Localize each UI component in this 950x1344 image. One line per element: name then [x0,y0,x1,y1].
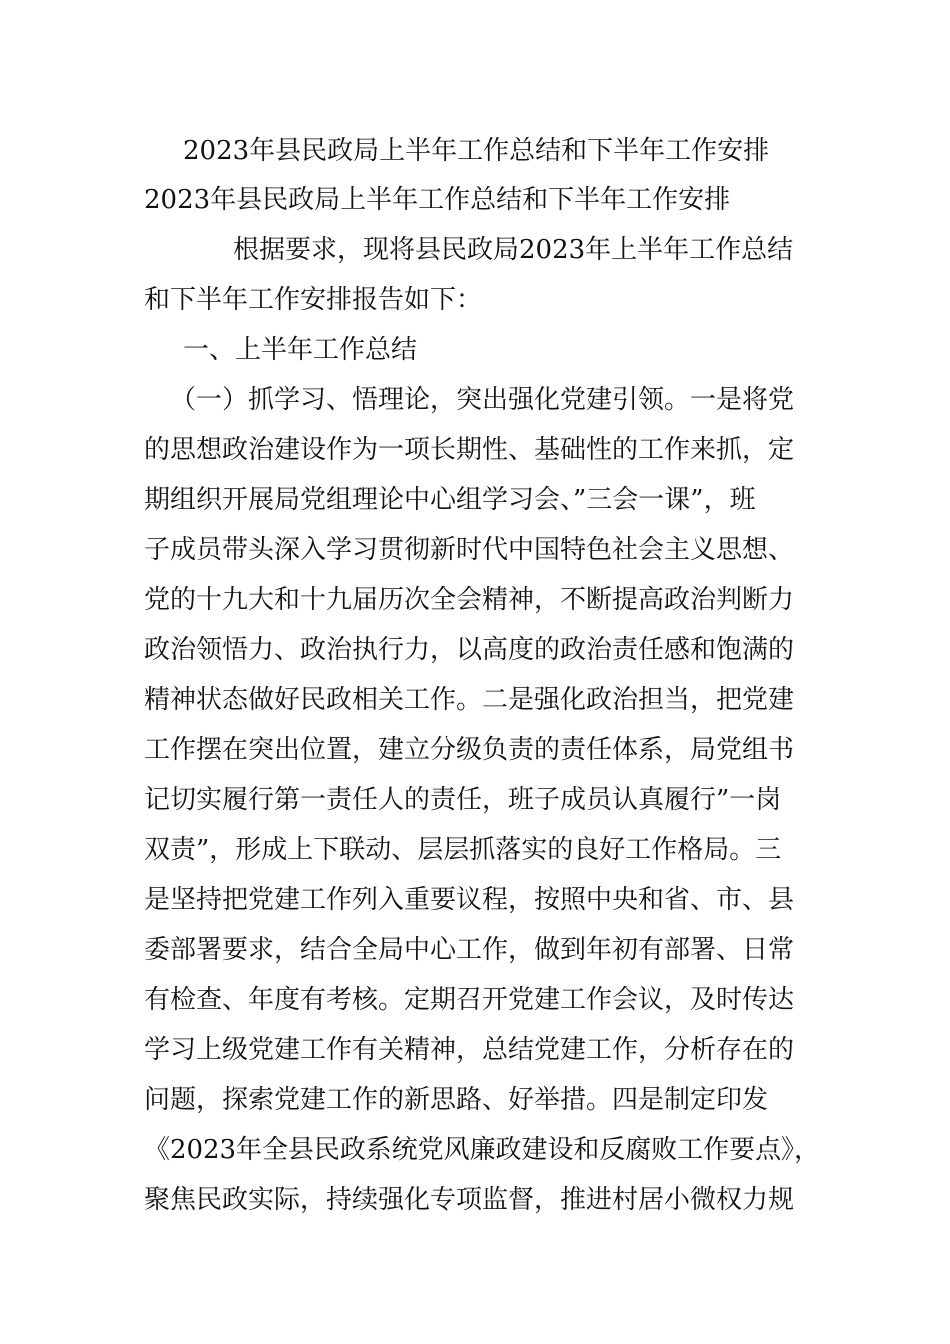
body-line-7: 子成员带头深入学习贯彻新时代中国特色社会主义思想、 [144,535,795,565]
section-heading-1: 一、上半年工作总结 [183,335,418,365]
body-line-12: 记切实履行第一责任人的责任，班子成员认真履行”一岗 [144,785,782,815]
body-line-2: 和下半年工作安排报告如下： [144,285,483,315]
body-line-13: 双责”，形成上下联动、层层抓落实的良好工作格局。三 [144,835,782,865]
body-line-6: 期组织开展局党组理论中心组学习会、”三会一课”，班 [144,485,756,515]
body-line-16: 有检查、年度有考核。定期召开党建工作会议，及时传达 [144,985,795,1015]
body-line-8: 党的十九大和十九届历次全会精神，不断提高政治判断力 [144,585,795,615]
document-title-line-1: 2023年县民政局上半年工作总结和下半年工作安排 [183,136,770,166]
body-line-15: 委部署要求，结合全局中心工作，做到年初有部署、日常 [144,935,795,965]
body-line-17: 学习上级党建工作有关精神，总结党建工作，分析存在的 [144,1035,795,1065]
body-line-20: 聚焦民政实际，持续强化专项监督，推进村居小微权力规 [144,1185,795,1215]
body-line-19: 《2023年全县民政系统党风廉政建设和反腐败工作要点》， [144,1135,820,1165]
body-line-5: 的思想政治建设作为一项长期性、基础性的工作来抓，定 [144,435,795,465]
body-line-18: 问题，探索党建工作的新思路、好举措。四是制定印发 [144,1085,769,1115]
body-line-1: 根据要求，现将县民政局2023年上半年工作总结 [233,235,794,265]
body-line-9: 政治领悟力、政治执行力，以高度的政治责任感和饱满的 [144,635,795,665]
body-line-10: 精神状态做好民政相关工作。二是强化政治担当，把党建 [144,685,795,715]
body-line-14: 是坚持把党建工作列入重要议程，按照中央和省、市、县 [144,885,795,915]
body-line-4: （一）抓学习、悟理论，突出强化党建引领。一是将党 [170,385,795,415]
document-title-line-2: 2023年县民政局上半年工作总结和下半年工作安排 [144,185,731,215]
body-line-11: 工作摆在突出位置，建立分级负责的责任体系，局党组书 [144,735,795,765]
